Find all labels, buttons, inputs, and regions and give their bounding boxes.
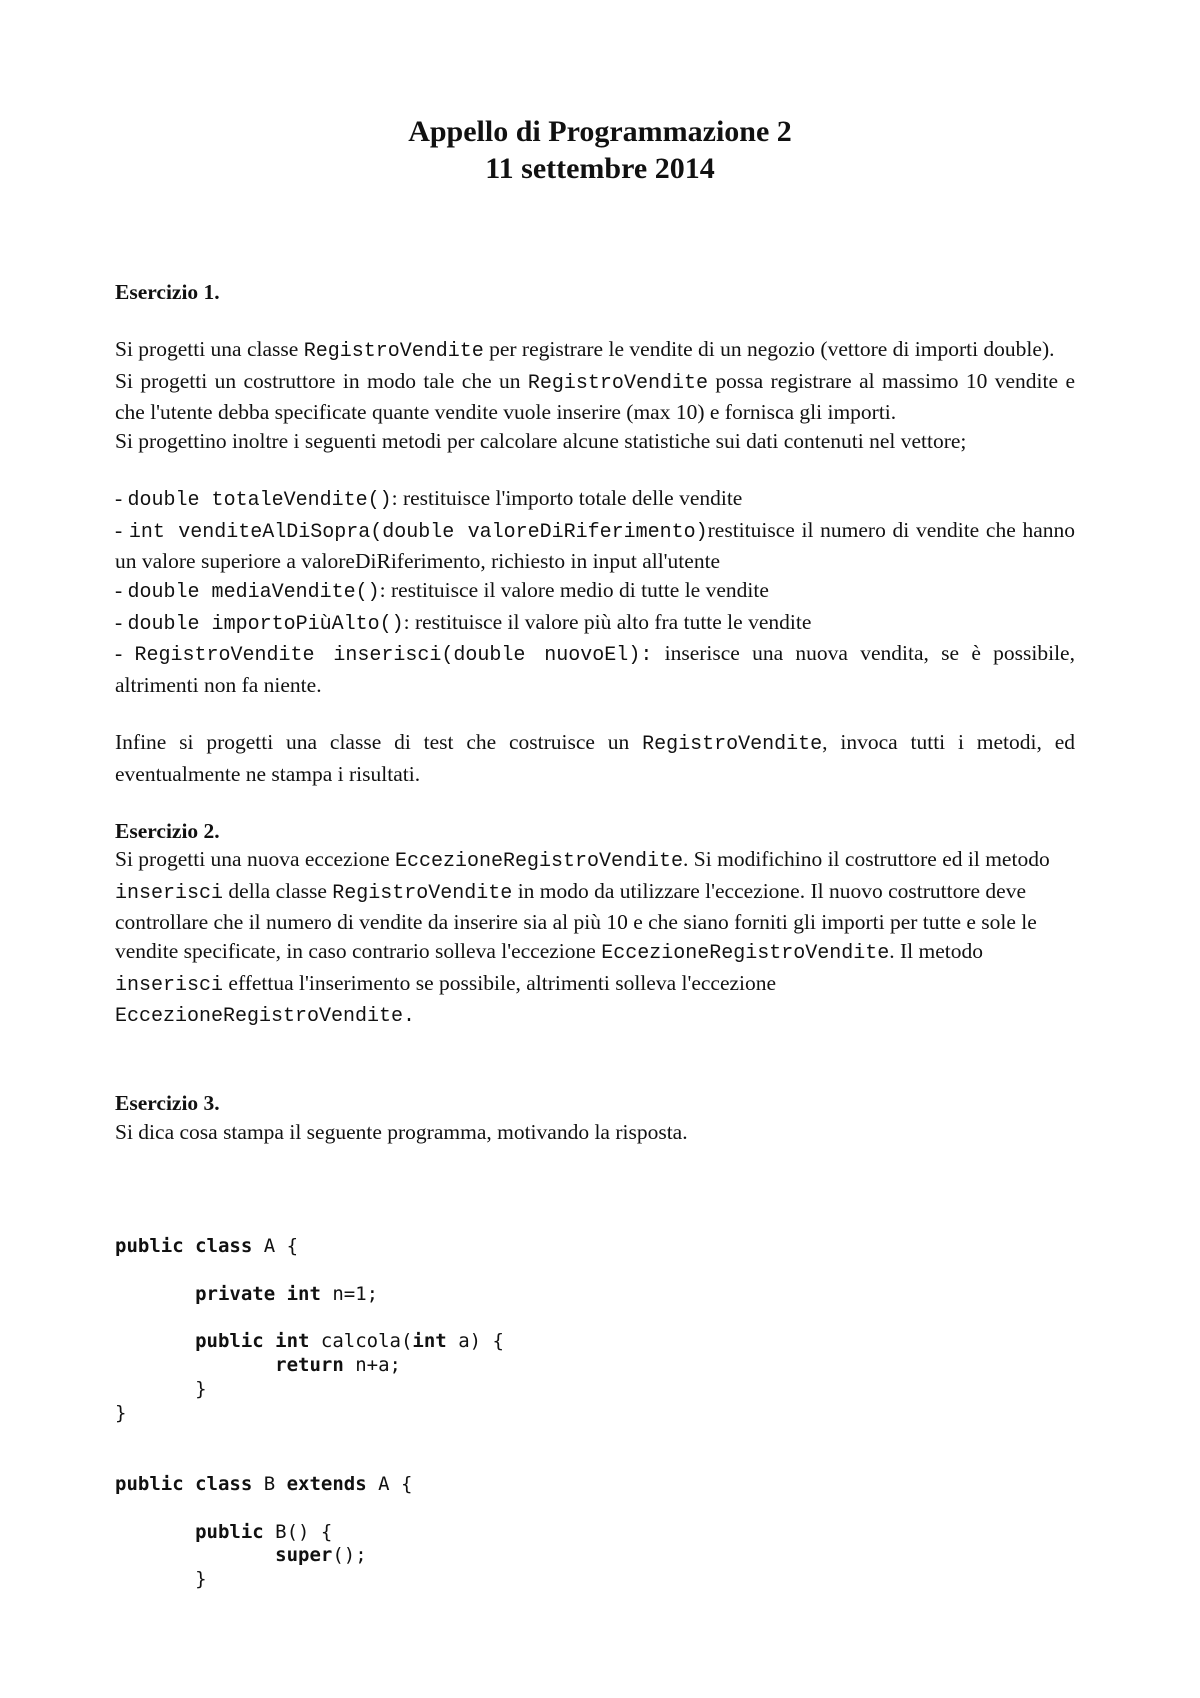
method-item: - double mediaVendite(): restituisce il valore medio di tutte le vendite	[115, 577, 769, 604]
code-line: public class A {	[115, 1235, 299, 1257]
inline-code: RegistroVendite	[642, 732, 823, 756]
code-line: }	[195, 1568, 207, 1591]
code-line: }	[195, 1377, 207, 1400]
method-item: - double totaleVendite(): restituisce l'importo totale delle vendite	[115, 486, 743, 513]
exercise-1-heading: Esercizio 1.	[115, 280, 220, 304]
exercise-1-paragraph-4: Infine si progetti una classe di test che costruisce un RegistroVendite, invoca tutti i metodi, ed eventualmente ne stampa i risultati.	[115, 729, 1075, 786]
inline-code: inserisci	[115, 973, 224, 997]
code-line: public B() {	[195, 1520, 333, 1543]
method-item: - RegistroVendite inserisci(double nuovoEl): inserisce una nuova vendita, se è possibile, altrimenti non fa niente.	[115, 641, 1075, 697]
method-signature: double importoPiùAlto()	[127, 612, 404, 636]
exercise-1-paragraph-1: Si progetti una classe RegistroVendite per registrare le vendite di un negozio (vettore di importi double).	[115, 337, 1055, 364]
code-line: public class B extends A {	[115, 1472, 413, 1495]
method-signature: RegistroVendite inserisci(double nuovoEl):	[134, 644, 653, 668]
exercise-1-paragraph-2: Si progetti un costruttore in modo tale che un RegistroVendite possa registrare al massimo 10 vendite e che l'utente debba specificate quante vendite vuole inserire (max 10) e fornisca gli importi.	[115, 368, 1075, 425]
method-signature: double totaleVendite()	[127, 489, 392, 513]
code-line: private int n=1;	[195, 1282, 379, 1305]
document-title	[0, 113, 1200, 187]
method-signature: double mediaVendite()	[127, 580, 380, 604]
exercise-1-paragraph-3: Si progettino inoltre i seguenti metodi per calcolare alcune statistiche sui dati contenuti nel vettore;	[115, 428, 967, 453]
code-line: return n+a;	[275, 1353, 401, 1376]
exercise-3-paragraph: Si dica cosa stampa il seguente programma, motivando la risposta.	[115, 1119, 688, 1144]
inline-code: RegistroVendite	[527, 371, 708, 395]
title-line-1: Appello di Programmazione 2	[408, 115, 792, 148]
method-item: - int venditeAlDiSopra(double valoreDiRiferimento)restituisce il numero di vendite che hanno un valore superiore a valoreDiRiferimento, richiesto in input all'utente	[115, 517, 1076, 574]
inline-code: RegistroVendite	[332, 881, 513, 905]
code-listing	[115, 1235, 504, 1592]
exercise-3-heading: Esercizio 3.	[115, 1091, 220, 1116]
exercise-2-heading: Esercizio 2.	[115, 818, 220, 843]
document-body	[115, 278, 1075, 1146]
title-line-2: 11 settembre 2014	[485, 152, 715, 185]
inline-code: EccezioneRegistroVendite	[601, 942, 890, 966]
inline-code: EccezioneRegistroVendite.	[115, 1005, 416, 1029]
code-line: super();	[275, 1544, 367, 1567]
method-signature: int venditeAlDiSopra(double valoreDiRiferimento)	[128, 520, 708, 544]
code-line: public int calcola(int a) {	[195, 1330, 504, 1353]
inline-code: RegistroVendite	[303, 340, 484, 364]
method-item: - double importoPiùAlto(): restituisce il valore più alto fra tutte le vendite	[115, 609, 812, 636]
inline-code: inserisci	[115, 881, 224, 905]
code-line: }	[115, 1401, 127, 1424]
exercise-2-paragraph: Si progetti una nuova eccezione EccezioneRegistroVendite. Si modifichino il costruttore ed il metodo inserisci della classe RegistroVendite in modo da utilizzare l'eccezione. Il nuovo costruttore deve controllare che il numero di vendite da inserire sia al più 10 e che siano forniti gli importi per tutte e sole le vendite specificate, in caso contrario solleva l'eccezione EccezioneRegistroVendite. Il metodo inserisci effettua l'inserimento se possibile, altrimenti solleva l'eccezione EccezioneRegistroVendite.	[115, 847, 1050, 1029]
inline-code: EccezioneRegistroVendite	[395, 850, 684, 874]
